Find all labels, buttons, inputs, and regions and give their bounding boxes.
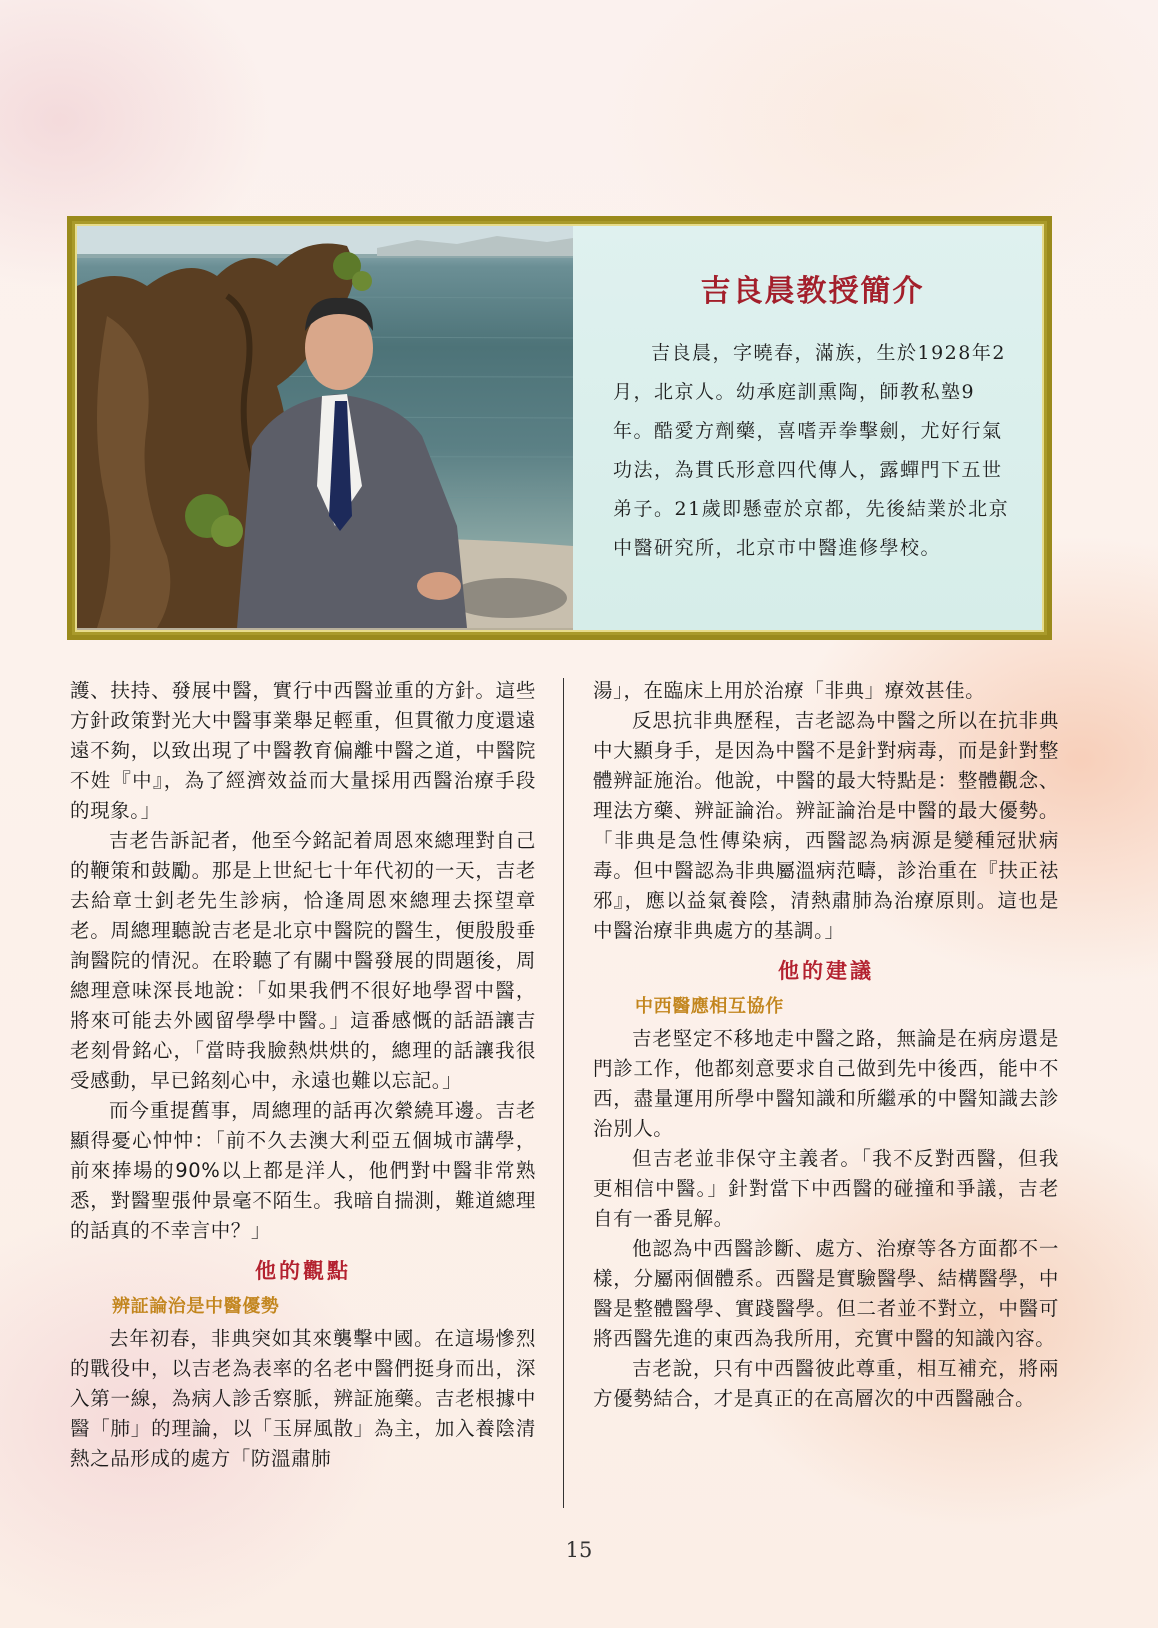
section-heading-views: 他的觀點: [255, 1258, 351, 1283]
right-column: [593, 676, 1059, 1414]
column-divider: [563, 678, 564, 1508]
bio-text: 吉良晨，字曉春，滿族，生於1928年2月，北京人。幼承庭訓熏陶，師教私塾9年。酷愛方劑藥，喜嗜弄拳擊劍，尤好行氣功法，為貫氏形意四代傳人，露蟬門下五世弟子。21歲即懸壺於京都，先後結業於北京中醫研究所，北京市中醫進修學校。: [613, 342, 1010, 559]
portrait-photo: [77, 226, 573, 630]
right-paragraph-3: 吉老堅定不移地走中醫之路，無論是在病房還是門診工作，他都刻意要求自己做到先中後西，能中不西，盡量運用所學中醫知識和所繼承的中醫知識去診治別人。: [593, 1027, 1059, 1140]
bio-title: 吉良晨教授簡介: [700, 274, 925, 309]
profile-frame: [67, 216, 1052, 640]
left-column: [70, 676, 536, 1474]
subheading-diagnosis: 辨証論治是中醫優勢: [112, 1296, 280, 1317]
subheading-cooperation: 中西醫應相互協作: [635, 996, 784, 1017]
section-heading-suggestions: 他的建議: [778, 958, 874, 983]
right-paragraph-6: 吉老說，只有中西醫彼此尊重，相互補充，將兩方優勢結合，才是真正的在高層次的中西醫融合。: [593, 1357, 1059, 1410]
left-paragraph-2: 吉老告訴記者，他至今銘記着周恩來總理對自己的鞭策和鼓勵。那是上世紀七十年代初的一天，吉老去給章士釗老先生診病，恰逢周恩來總理去探望章老。周總理聽說吉老是北京中醫院的醫生，便殷殷垂詢醫院的情況。在聆聽了有關中醫發展的問題後，周總理意味深長地說：「如果我們不很好地學習中醫，將來可能去外國留學學中醫。」這番感慨的話語讓吉老刻骨銘心，「當時我臉熱烘烘的，總理的話讓我很受感動，早已銘刻心中，永遠也難以忘記。」: [70, 829, 536, 1092]
right-paragraph-5: 他認為中西醫診斷、處方、治療等各方面都不一樣，分屬兩個體系。西醫是實驗醫學、結構醫學，中醫是整體醫學、實踐醫學。但二者並不對立，中醫可將西醫先進的東西為我所用，充實中醫的知識內容。: [593, 1237, 1059, 1350]
right-paragraph-4: 但吉老並非保守主義者。「我不反對西醫，但我更相信中醫。」針對當下中西醫的碰撞和爭議，吉老自有一番見解。: [593, 1147, 1059, 1230]
right-paragraph-2: 反思抗非典歷程，吉老認為中醫之所以在抗非典中大顯身手，是因為中醫不是針對病毒，而是針對整體辨証施治。他說，中醫的最大特點是：整體觀念、理法方藥、辨証論治。辨証論治是中醫的最大優勢。「非典是急性傳染病，西醫認為病源是變種冠狀病毒。但中醫認為非典屬溫病范疇，診治重在『扶正祛邪』，應以益氣養陰，清熱肅肺為治療原則。這也是中醫治療非典處方的基調。」: [593, 709, 1059, 942]
left-paragraph-3: 而今重提舊事，周總理的話再次縈繞耳邊。吉老顯得憂心忡忡：「前不久去澳大利亞五個城市講學，前來捧場的90%以上都是洋人，他們對中醫非常熟悉，對醫聖張仲景毫不陌生。我暗自揣測，難道總理的話真的不幸言中？」: [70, 1099, 536, 1242]
page-number: 15: [565, 1538, 593, 1562]
right-paragraph-1: 湯」，在臨床上用於治療「非典」療效甚佳。: [593, 679, 986, 702]
profile-frame-inner: [75, 224, 1044, 632]
left-paragraph-4: 去年初春，非典突如其來襲擊中國。在這場慘烈的戰役中，以吉老為表率的名老中醫們挺身而出，深入第一線，為病人診舌察脈，辨証施藥。吉老根據中醫「肺」的理論，以「玉屏風散」為主，加入養陰清熱之品形成的處方「防溫肅肺: [70, 1327, 536, 1470]
bio-panel: [573, 226, 1042, 630]
portrait-photo-illustration: [77, 226, 573, 628]
left-paragraph-1: 護、扶持、發展中醫，實行中西醫並重的方針。這些方針政策對光大中醫事業舉足輕重，但貫徹力度還遠遠不夠，以致出現了中醫教育偏離中醫之道，中醫院不姓『中』，為了經濟效益而大量採用西醫治療手段的現象。」: [70, 679, 536, 822]
